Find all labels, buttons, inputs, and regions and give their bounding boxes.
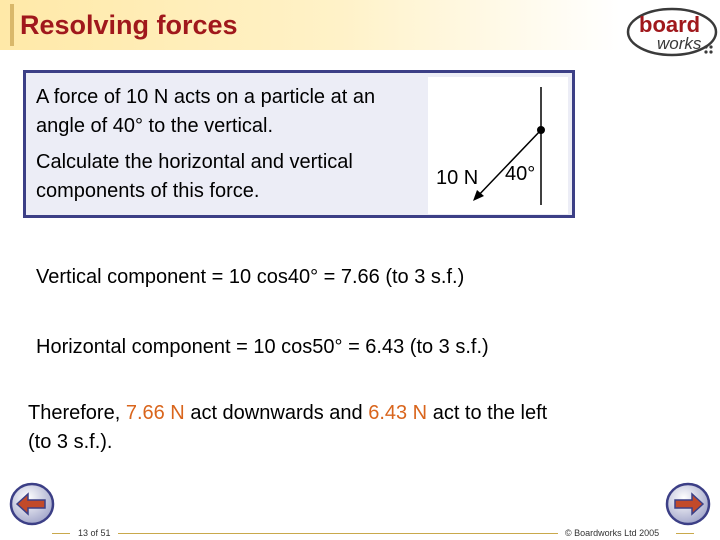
logo-text-top: board xyxy=(639,12,701,37)
copyright: © Boardworks Ltd 2005 xyxy=(565,528,660,538)
next-slide-button[interactable] xyxy=(664,481,712,527)
footer-rule-left xyxy=(52,533,70,534)
force-diagram-panel xyxy=(428,77,568,214)
footer-rule-center xyxy=(118,533,558,534)
particle-dot xyxy=(537,126,545,134)
conclusion-value-horizontal: 6.43 N xyxy=(368,402,428,424)
logo-text-bottom: works xyxy=(657,34,702,53)
problem-statement-2: Calculate the horizontal and vertical components of this force. xyxy=(36,151,353,202)
conclusion-line-2: (to 3 s.f.). xyxy=(28,431,113,453)
diagram-force-label: 10 N xyxy=(436,167,479,189)
conclusion-middle: act downwards and xyxy=(184,402,369,424)
page-title: Resolving forces xyxy=(20,10,238,40)
page-number: 13 of 51 xyxy=(78,528,111,538)
diagram-angle-label: 40° xyxy=(505,163,536,185)
force-diagram xyxy=(428,77,568,214)
vertical-component: Vertical component = 10 cos40° = 7.66 (to 3 s.f.) xyxy=(36,266,465,288)
conclusion-prefix: Therefore, xyxy=(28,402,126,424)
title-bar xyxy=(0,0,620,50)
footer-rule-right xyxy=(676,533,694,534)
conclusion-value-vertical: 7.66 N xyxy=(125,402,185,424)
boardworks-logo xyxy=(626,6,718,58)
conclusion-suffix: act to the left xyxy=(427,402,548,424)
conclusion-line-1 xyxy=(28,402,547,425)
problem-statement-1: A force of 10 N acts on a particle at an angle of 40° to the vertical. xyxy=(36,86,376,137)
title-accent xyxy=(10,4,14,46)
horizontal-component: Horizontal component = 10 cos50° = 6.43 (to 3 s.f.) xyxy=(36,336,489,358)
previous-slide-button[interactable] xyxy=(8,481,56,527)
